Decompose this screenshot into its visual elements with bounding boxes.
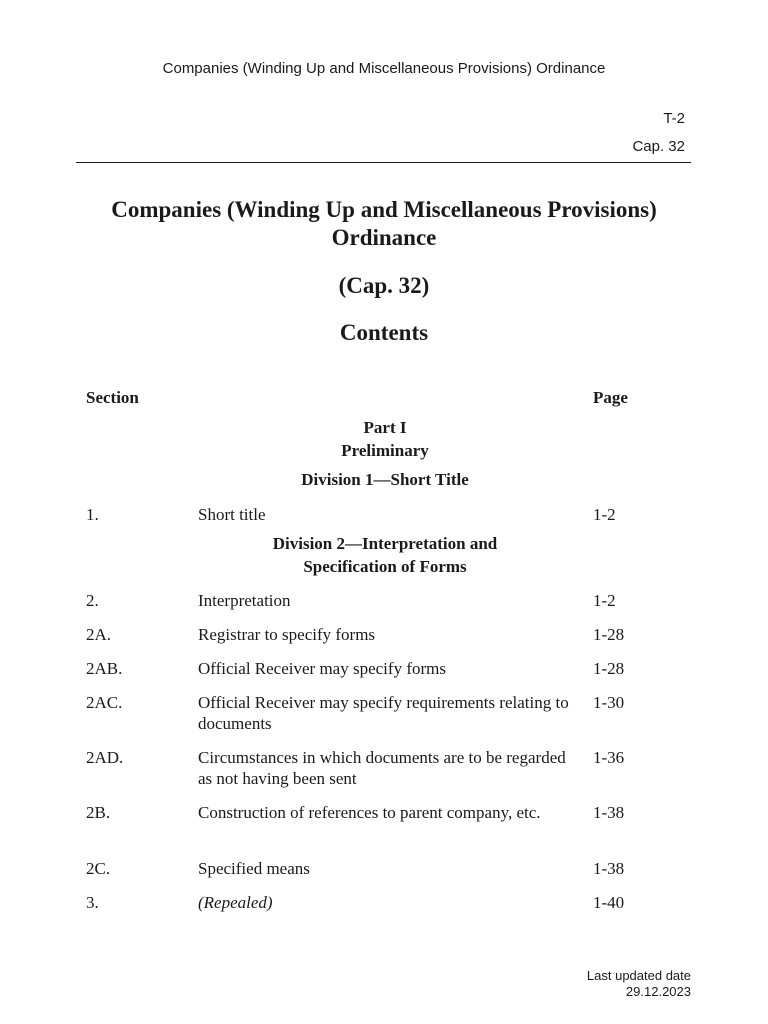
division-2-heading-line-2: Specification of Forms: [303, 557, 467, 576]
entry-section-number: 2B.: [86, 803, 111, 822]
entry-section-number: 2C.: [86, 859, 111, 878]
contents-heading: Contents: [339, 320, 429, 345]
entry-section-number: 2AB.: [86, 659, 123, 678]
entry-section-number: 2A.: [86, 625, 112, 644]
entry-title: Interpretation: [198, 591, 291, 610]
entry-section-number: 2.: [86, 591, 99, 610]
entry-title: Short title: [198, 505, 266, 524]
last-updated: [587, 968, 691, 1000]
entry-title: Official Receiver may specify requirements relating to documents: [198, 693, 569, 733]
division-2-heading: [180, 532, 590, 578]
document-title-line-1: Companies (Winding Up and Miscellaneous Provisions): [111, 197, 657, 222]
part-label: Part I: [363, 418, 407, 437]
chapter-identifier: Cap. 32: [632, 138, 685, 155]
last-updated-label: Last updated date: [586, 968, 691, 983]
entry-section-number: 3.: [86, 893, 99, 912]
entry-page: 1-2: [593, 505, 616, 524]
entry-page: 1-2: [593, 591, 616, 610]
entry-page: 1-36: [593, 748, 625, 767]
division-1-heading: Division 1—Short Title: [301, 470, 469, 489]
running-header-title: Companies (Winding Up and Miscellaneous Provisions) Ordinance: [162, 60, 606, 77]
entry-section-number: 2AD.: [86, 748, 124, 767]
header-divider: [76, 162, 691, 163]
entry-page: 1-28: [593, 625, 625, 644]
document-title-line-2: Ordinance: [331, 225, 437, 250]
page-column-header: Page: [593, 388, 628, 407]
title-block: [60, 196, 708, 347]
entry-title: Registrar to specify forms: [198, 625, 376, 644]
entry-page: 1-38: [593, 803, 625, 822]
section-column-header: Section: [86, 388, 139, 407]
document-title: [60, 196, 708, 252]
entry-title: (Repealed): [198, 893, 273, 912]
entry-section-number: 1.: [86, 505, 99, 524]
part-name: Preliminary: [341, 441, 429, 460]
page-identifier: T-2: [663, 110, 685, 127]
entry-page: 1-30: [593, 693, 625, 712]
entry-title: Circumstances in which documents are to be regarded as not having been sent: [198, 748, 566, 788]
entry-page: 1-38: [593, 859, 625, 878]
entry-page: 1-40: [593, 893, 625, 912]
last-updated-date: 29.12.2023: [625, 984, 691, 999]
part-heading: [180, 416, 590, 462]
entry-title: Specified means: [198, 859, 310, 878]
division-2-heading-line-1: Division 2—Interpretation and: [272, 534, 498, 553]
entry-section-number: 2AC.: [86, 693, 123, 712]
document-cap-number: (Cap. 32): [338, 273, 430, 298]
entry-page: 1-28: [593, 659, 625, 678]
entry-title: Construction of references to parent company, etc.: [198, 803, 541, 822]
entry-title: Official Receiver may specify forms: [198, 659, 446, 678]
